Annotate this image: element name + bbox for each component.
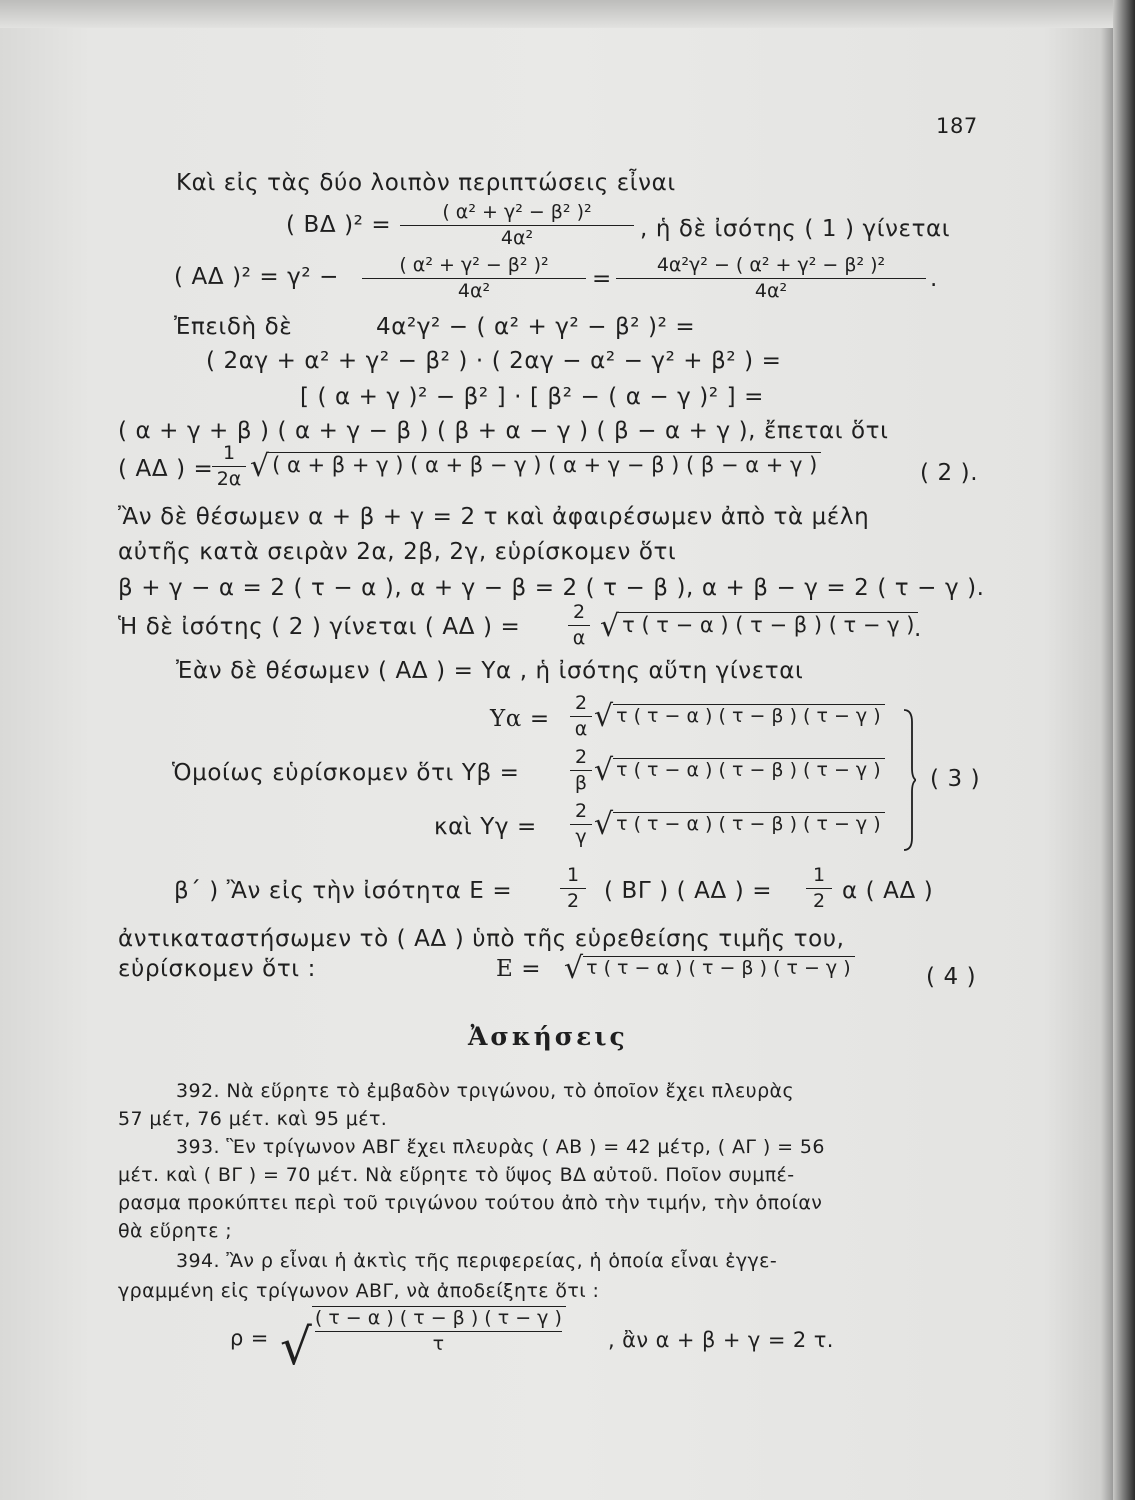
fraction-denominator: β: [574, 772, 588, 794]
fraction-numerator: 2: [568, 603, 590, 626]
section-heading: Ἀσκήσεις: [468, 1022, 628, 1051]
text-line: Ἂν δὲ θέσωμεν α + β + γ = 2 τ καὶ ἀφαιρέσωμεν ἀπὸ τὰ μέλη: [118, 504, 870, 530]
radicand: τ ( τ − α ) ( τ − β ) ( τ − γ ): [613, 758, 884, 780]
equation-part: α ( ΑΔ ): [842, 878, 934, 904]
fraction-denominator: γ: [575, 826, 587, 848]
fraction-numerator: 4α²γ² − ( α² + γ² − β² )²: [616, 256, 926, 279]
square-root: [250, 449, 821, 484]
right-brace: [902, 708, 916, 852]
fraction-denominator: 4α²: [500, 227, 534, 249]
equation-line: ( α + γ + β ) ( α + γ − β ) ( β + α − γ ) ( β − α + γ ), ἔπεται ὅτι: [118, 418, 889, 444]
fraction-numerator: 1: [560, 866, 586, 889]
fraction-numerator: ( τ − α ) ( τ − β ) ( τ − γ ): [315, 1309, 562, 1332]
equation-tag: ( 2 ).: [920, 460, 979, 486]
square-root: [600, 609, 918, 644]
fraction: [616, 256, 926, 301]
radical-sign: √: [594, 753, 614, 788]
equation-line: [ ( α + γ )² − β² ] · [ β² − ( α − γ )² ] =: [300, 384, 764, 410]
exercise-line: μέτ. καὶ ( ΒΓ ) = 70 μέτ. Νὰ εὕρητε τὸ ὕψος ΒΔ αὐτοῦ. Ποῖον συμπέ-: [118, 1164, 795, 1186]
text-line: Ἐπειδὴ δὲ: [174, 314, 293, 340]
fraction-numerator: 2: [570, 694, 592, 717]
equation-tag: ( 3 ): [930, 766, 981, 792]
page-top-shadow: [0, 0, 1135, 28]
radical-sign: √: [594, 807, 614, 842]
text-line: Καὶ εἰς τὰς δύο λοιπὸν περιπτώσεις εἶναι: [176, 170, 676, 196]
radical-sign: √: [594, 699, 614, 734]
equation-line: ( 2αγ + α² + γ² − β² ) · ( 2αγ − α² − γ² + β² ) =: [206, 348, 782, 374]
equation-rhs: , ἂν α + β + γ = 2 τ.: [608, 1328, 834, 1352]
radicand: τ ( τ − α ) ( τ − β ) ( τ − γ ): [583, 956, 854, 978]
equation-line: β + γ − α = 2 ( τ − α ), α + γ − β = 2 ( τ − β ), α + β − γ = 2 ( τ − γ ).: [118, 575, 985, 601]
exercise-line: 394. Ἂν ρ εἶναι ἡ ἀκτὶς τῆς περιφερείας, ἡ ὁποία εἶναι ἐγγε-: [176, 1250, 778, 1272]
fraction-numerator: 2: [570, 802, 592, 825]
fraction-denominator: α: [572, 627, 586, 649]
page-number: 187: [936, 114, 978, 138]
equation-lhs: Υα =: [490, 706, 550, 732]
fraction: [560, 866, 586, 911]
fraction-numerator: ( α² + γ² − β² )²: [362, 256, 586, 279]
fraction: [806, 866, 832, 911]
radicand: ( α + β + γ ) ( α + β − γ ) ( α + γ − β ) ( β − α + γ ): [269, 452, 821, 476]
fraction-numerator: 1: [212, 444, 246, 467]
radicand: τ ( τ − α ) ( τ − β ) ( τ − γ ): [613, 704, 884, 726]
fraction: [570, 694, 592, 739]
square-root: [594, 807, 885, 842]
equals-sign: =: [592, 266, 612, 292]
square-root: [564, 951, 855, 986]
text-line: Ἐὰν δὲ θέσωμεν ( ΑΔ ) = Υα , ἡ ἰσότης αὕτη γίνεται: [176, 658, 804, 684]
exercise-line: γραμμένη εἰς τρίγωνον ΑΒΓ, νὰ ἀποδείξητε ὅτι :: [118, 1280, 600, 1302]
fraction-denominator: α: [574, 718, 588, 740]
radical-sign: √: [600, 609, 620, 644]
square-root: [594, 753, 885, 788]
equation-line: 4α²γ² − ( α² + γ² − β² )² =: [376, 314, 696, 340]
fraction-numerator: ( α² + γ² − β² )²: [400, 203, 634, 226]
fraction: [570, 748, 592, 793]
equation-lhs: Ἡ δὲ ἰσότης ( 2 ) γίνεται ( ΑΔ ) =: [118, 614, 521, 640]
equation-lhs: ( ΑΔ )² = γ² −: [174, 264, 339, 290]
radicand: τ ( τ − α ) ( τ − β ) ( τ − γ ): [619, 612, 918, 636]
square-root: [280, 1306, 566, 1376]
fraction: [400, 203, 634, 248]
fraction-denominator: 4α²: [457, 280, 491, 302]
equation-lhs: ( ΒΔ )² =: [286, 212, 392, 238]
fraction-denominator: 2α: [216, 468, 242, 490]
fraction-denominator: 4α²: [754, 280, 788, 302]
radical-sign: √: [250, 449, 270, 484]
text-line: , ἡ δὲ ἰσότης ( 1 ) γίνεται: [640, 216, 951, 242]
fraction: [362, 256, 586, 301]
radical-sign: √: [564, 951, 584, 986]
exercise-line: θὰ εὕρητε ;: [118, 1220, 233, 1242]
radicand: [312, 1306, 566, 1354]
square-root: [594, 699, 885, 734]
exercise-line: ρασμα προκύπτει περὶ τοῦ τριγώνου τούτου ἀπὸ τὴν τιμήν, τὴν ὁποίαν: [118, 1192, 823, 1214]
equation-lhs: ρ =: [230, 1326, 269, 1350]
text-line: β΄ ) Ἂν εἰς τὴν ἰσότητα Ε =: [174, 878, 513, 904]
equation-tag: ( 4 ): [926, 964, 977, 990]
fraction-numerator: 1: [806, 866, 832, 889]
radicand: τ ( τ − α ) ( τ − β ) ( τ − γ ): [613, 812, 884, 834]
period: .: [930, 266, 938, 292]
period: .: [914, 616, 922, 642]
fraction-denominator: 2: [812, 890, 826, 912]
fraction: [568, 603, 590, 648]
equation-lhs: Ε =: [496, 956, 542, 982]
exercise-line: 57 μέτ, 76 μέτ. καὶ 95 μέτ.: [118, 1108, 388, 1130]
equation-lhs: Ὁμοίως εὑρίσκομεν ὅτι Υβ =: [172, 760, 520, 786]
fraction-numerator: 2: [570, 748, 592, 771]
exercise-line: 392. Νὰ εὕρητε τὸ ἐμβαδὸν τριγώνου, τὸ ὁποῖον ἔχει πλευρὰς: [176, 1080, 795, 1102]
fraction: [570, 802, 592, 847]
text-line: αὐτῆς κατὰ σειρὰν 2α, 2β, 2γ, εὑρίσκομεν ὅτι: [118, 539, 677, 565]
fraction-denominator: τ: [432, 1333, 445, 1355]
text-line: ἀντικαταστήσωμεν τὸ ( ΑΔ ) ὑπὸ τῆς εὑρεθείσης τιμῆς του,: [118, 926, 845, 952]
exercise-line: 393. Ἓν τρίγωνον ΑΒΓ ἔχει πλευρὰς ( ΑΒ ) = 42 μέτρ, ( ΑΓ ) = 56: [176, 1136, 825, 1158]
equation-lhs: καὶ Υγ =: [434, 814, 537, 840]
equation-lhs: ( ΑΔ ) =: [118, 456, 214, 482]
fraction: [212, 444, 246, 489]
equation-part: ( ΒΓ ) ( ΑΔ ) =: [604, 878, 773, 904]
text-line: εὑρίσκομεν ὅτι :: [118, 956, 316, 982]
page-right-shadow: [1113, 0, 1135, 1500]
radical-sign: √: [280, 1318, 312, 1376]
fraction-denominator: 2: [566, 890, 580, 912]
